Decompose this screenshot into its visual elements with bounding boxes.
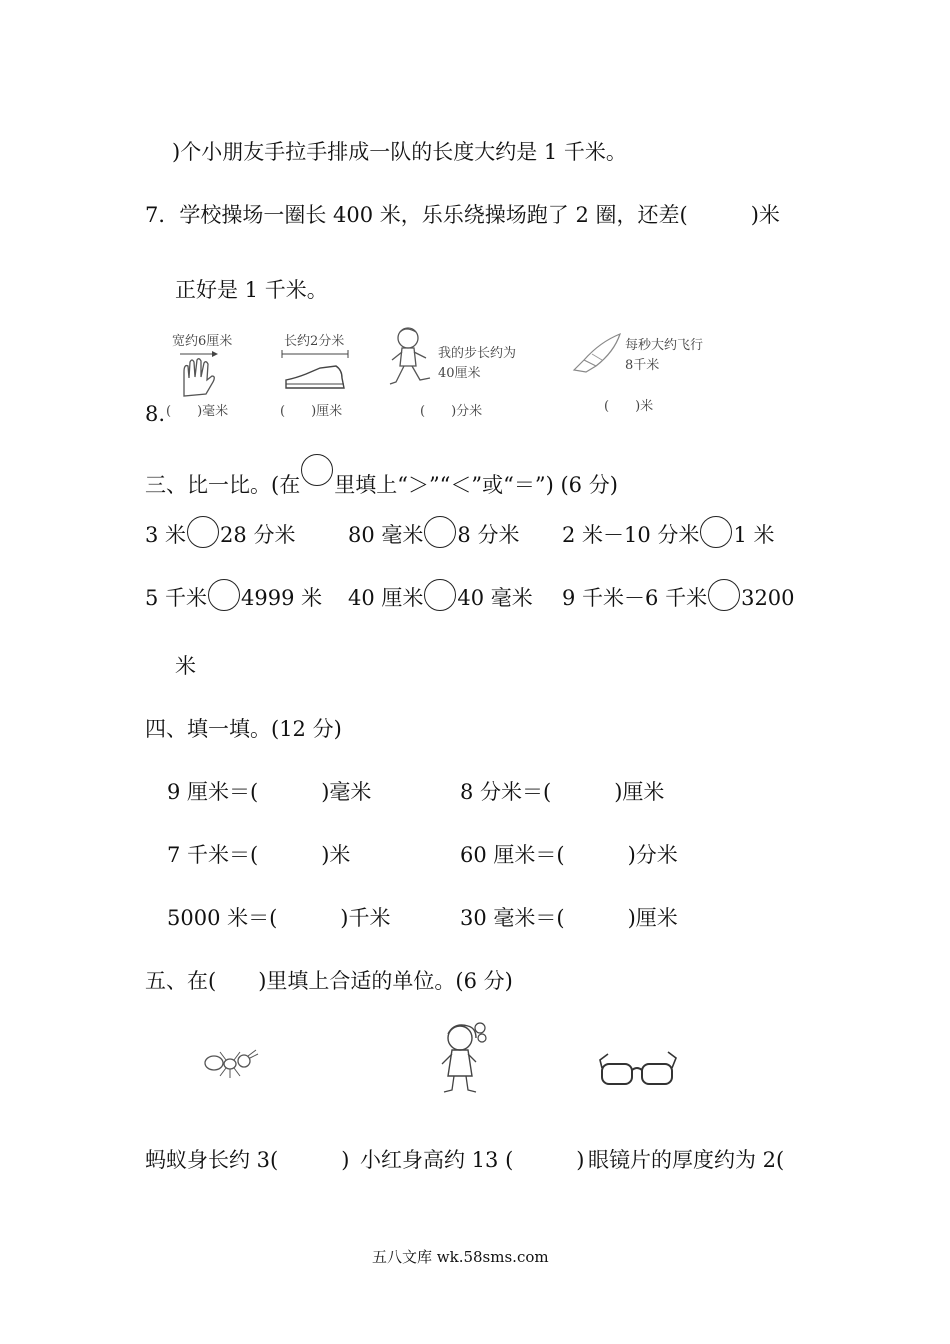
- q8-child-caption-line2: 40厘米: [438, 366, 481, 381]
- ant-illustration: [200, 1046, 262, 1080]
- section4-title: 四、填一填。(12 分): [145, 717, 342, 741]
- q8-child-answer: ( )分米: [420, 404, 483, 419]
- compare-left: 40 厘米: [348, 586, 424, 610]
- fill-item[interactable]: 60 厘米＝( )分米: [460, 843, 678, 867]
- compare-item: [562, 516, 774, 549]
- q6-tail: )个小朋友手拉手排成一队的长度大约是 1 千米。: [172, 140, 627, 164]
- q8-rocket-caption-line1: 每秒大约飞行: [625, 338, 704, 353]
- q7-line2: 正好是 1 千米。: [175, 278, 328, 302]
- compare-item: [348, 579, 533, 612]
- fill-item[interactable]: 7 千米＝( )米: [167, 843, 351, 867]
- q8-child-caption-line1: 我的步长约为: [438, 346, 517, 361]
- compare-left: 5 千米: [145, 586, 208, 610]
- compare-right: 8 分米: [457, 523, 520, 547]
- shoe-illustration: [280, 348, 354, 394]
- compare-circle-input[interactable]: [700, 516, 732, 548]
- compare-circle-input[interactable]: [208, 579, 240, 611]
- compare-right: 4999 米: [241, 586, 323, 610]
- fill-item[interactable]: 8 分米＝( )厘米: [460, 780, 665, 804]
- section3-title-part2: 里填上“＞”“＜”或“＝”) (6 分): [334, 473, 618, 497]
- q7-line1: 7．学校操场一圈长 400 米，乐乐绕操场跑了 2 圈，还差( )米: [145, 203, 780, 227]
- unit-item-ant[interactable]: 蚂蚁身长约 3( ): [145, 1148, 350, 1172]
- q8-hand-answer: ( )毫米: [166, 404, 229, 419]
- compare-circle-input[interactable]: [708, 579, 740, 611]
- compare-item: [145, 516, 295, 549]
- q8-rocket-answer: ( )米: [604, 399, 654, 414]
- compare-circle-input[interactable]: [187, 516, 219, 548]
- compare-circle-input[interactable]: [424, 579, 456, 611]
- fill-item[interactable]: 5000 米＝( )千米: [167, 906, 391, 930]
- section3-title: [145, 454, 618, 499]
- unit-item-lens[interactable]: 眼镜片的厚度约为 2(: [588, 1148, 785, 1172]
- fill-item[interactable]: 30 毫米＝( )厘米: [460, 906, 678, 930]
- rocket-illustration: [570, 330, 624, 374]
- section5-title: 五、在( )里填上合适的单位。(6 分): [145, 969, 513, 993]
- compare-left: 9 千米－6 千米: [562, 586, 708, 610]
- fill-item[interactable]: 9 厘米＝( )毫米: [167, 780, 372, 804]
- compare-item: [145, 579, 322, 612]
- footer-source: 五八文库 wk.58sms.com: [372, 1248, 549, 1266]
- hand-illustration: [176, 350, 222, 400]
- compare-left: 80 毫米: [348, 523, 424, 547]
- compare-left: 3 米: [145, 523, 187, 547]
- section3-title-part1: 三、比一比。(在: [145, 473, 301, 497]
- girl-illustration: [432, 1016, 494, 1098]
- unit-item-height[interactable]: 小红身高约 13 ( ): [360, 1148, 585, 1172]
- compare-right: 28 分米: [220, 523, 296, 547]
- compare-right: 3200: [741, 586, 795, 610]
- walking-child-illustration: [386, 324, 436, 392]
- q8-hand-caption: 宽约6厘米: [172, 334, 233, 349]
- glasses-illustration: [598, 1050, 682, 1090]
- compare-item: [348, 516, 519, 549]
- compare-circle-icon: [301, 454, 333, 486]
- q8-shoe-caption: 长约2分米: [284, 334, 345, 349]
- compare-circle-input[interactable]: [424, 516, 456, 548]
- compare-item: [562, 579, 795, 612]
- q8-shoe-answer: ( )厘米: [280, 404, 343, 419]
- compare-right: 1 米: [733, 523, 775, 547]
- compare-left: 2 米－10 分米: [562, 523, 700, 547]
- compare-right: 40 毫米: [457, 586, 533, 610]
- q8-number: 8.: [145, 402, 166, 426]
- compare-wrap-unit: 米: [175, 654, 196, 678]
- q8-rocket-caption-line2: 8千米: [625, 358, 660, 373]
